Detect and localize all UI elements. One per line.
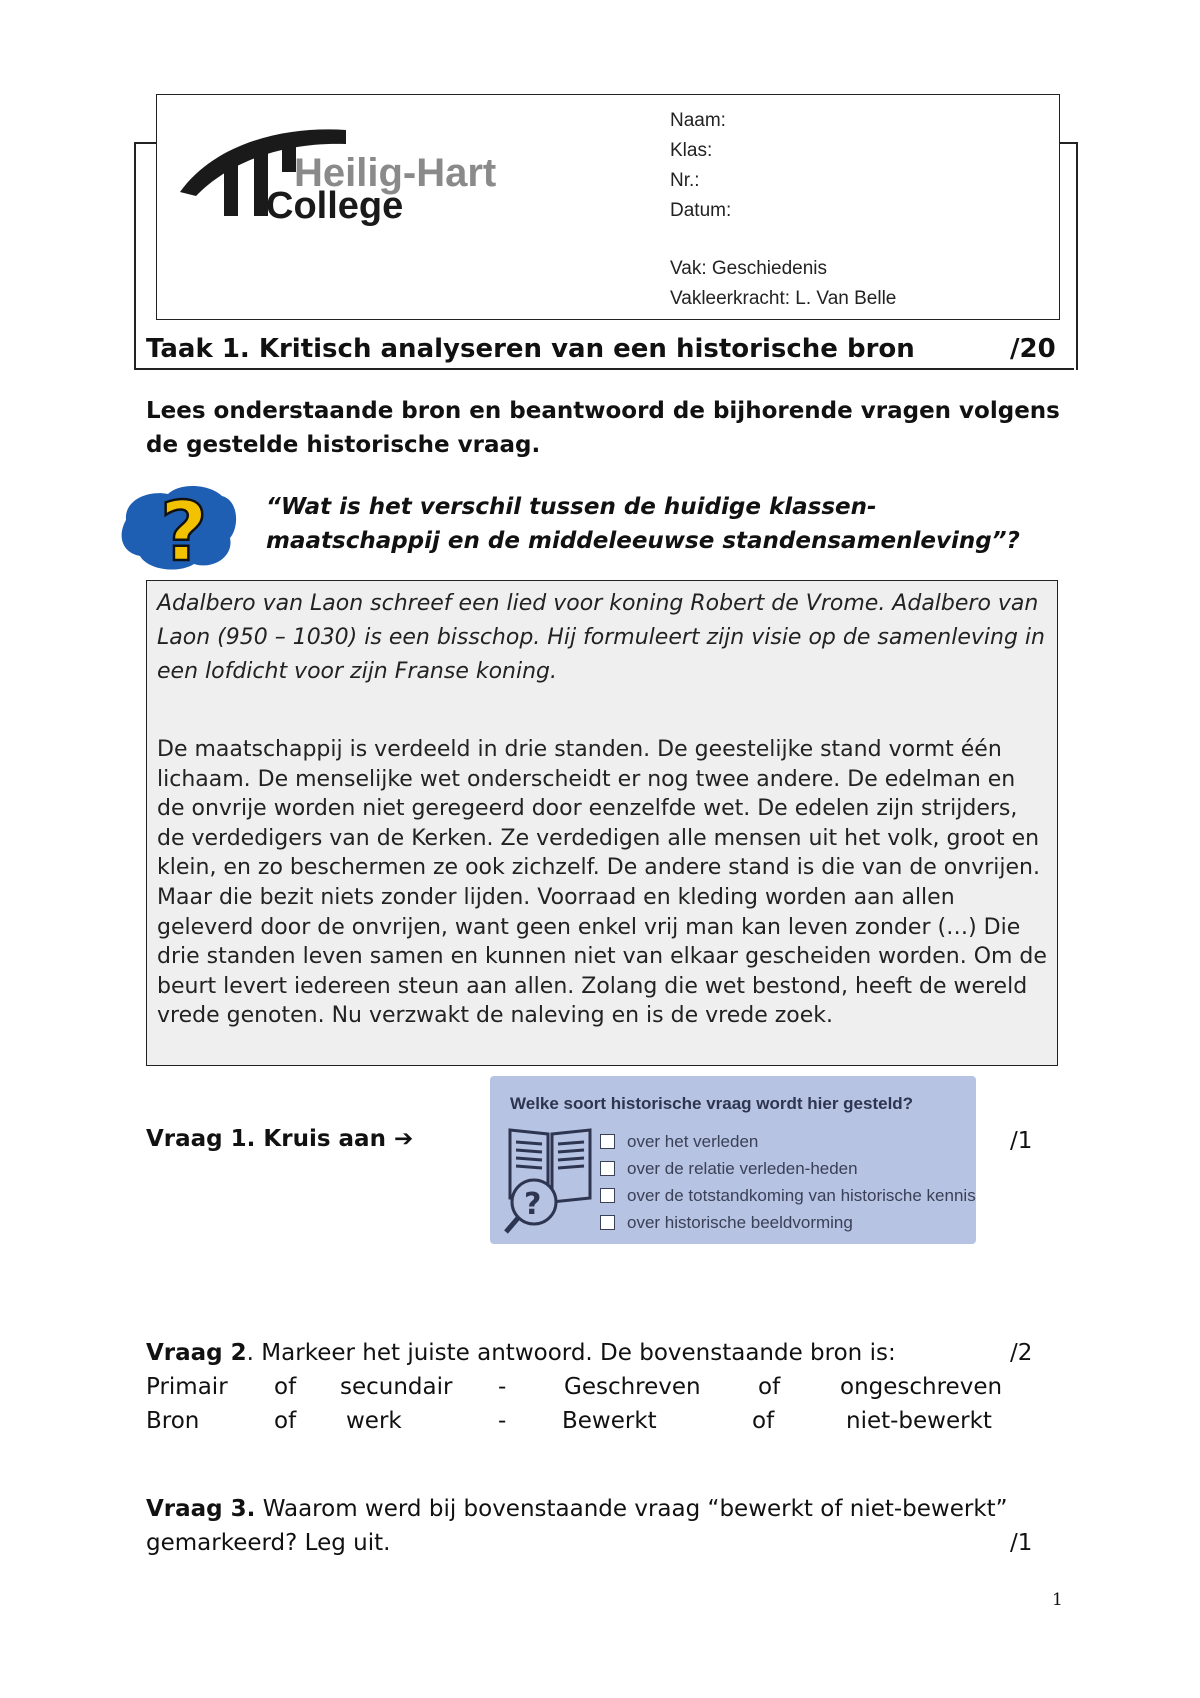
option-bewerkt[interactable]: Bewerkt xyxy=(562,1408,657,1434)
logo-text-line2: College xyxy=(266,185,404,227)
task-title: Taak 1. Kritisch analyseren van een historische bron xyxy=(146,334,915,364)
field-naam: Naam: xyxy=(670,110,726,131)
svg-text:?: ? xyxy=(524,1187,542,1222)
logo-text-line1: Heilig-Hart xyxy=(294,151,497,195)
option-werk[interactable]: werk xyxy=(346,1408,402,1434)
checkbox[interactable] xyxy=(600,1161,615,1176)
option-secundair[interactable]: secundair xyxy=(340,1374,453,1400)
question-type-card xyxy=(490,1076,976,1244)
task-score: /20 xyxy=(1010,334,1056,364)
question-type-options xyxy=(600,1128,976,1236)
historical-question xyxy=(266,490,1086,558)
option-primair[interactable]: Primair xyxy=(146,1374,228,1400)
vraag3 xyxy=(146,1492,1066,1560)
option-verleden[interactable]: over het verleden xyxy=(600,1128,976,1155)
option-ongeschreven[interactable]: ongeschreven xyxy=(840,1374,1003,1400)
separator: - xyxy=(498,1408,507,1434)
page-number: 1 xyxy=(1052,1590,1063,1610)
option-totstandkoming[interactable]: over de totstandkoming van historische kennis xyxy=(600,1182,976,1209)
option-bron[interactable]: Bron xyxy=(146,1408,200,1434)
option-of: of xyxy=(758,1374,781,1400)
vraag2-row1 xyxy=(146,1370,1046,1404)
vraag2-row2 xyxy=(146,1404,1046,1438)
vraag2-label: Vraag 2 xyxy=(146,1340,247,1366)
option-of: of xyxy=(752,1408,775,1434)
question-mark-icon xyxy=(118,480,240,572)
source-text: De maatschappij is verdeeld in drie standen. De geestelijke stand vormt één lichaam. De menselijke wet onderscheidt er nog twee andere. De edelman en de onvrije worden niet geregeerd door eenzelfde wet. De edelen zijn strijders, de verdedigers van de Kerken. Ze verdedigen alle mensen uit het volk, groot en klein, en zo beschermen ze ook zichzelf. De andere stand is die van de onvrijen. Maar die bezit niets zonder lijden. Voorraad en kleding worden aan allen geleverd door de onvrijen, want geen enkel vrij man kan leven zonder (…) Die drie standen leven samen en kunnen niet van elkaar gescheiden worden. Om de beurt levert iedereen steun aan allen. Zolang die wet bestond, heeft de wereld vrede genoten. Nu verzwakt de naleving en is de vrede zoek. xyxy=(157,737,1047,1029)
checkbox[interactable] xyxy=(600,1134,615,1149)
vraag1-score: /1 xyxy=(1010,1128,1033,1154)
school-logo xyxy=(176,122,536,232)
field-nr: Nr.: xyxy=(670,170,700,191)
subject: Vak: Geschiedenis xyxy=(670,258,828,279)
field-datum: Datum: xyxy=(670,200,732,221)
checkbox[interactable] xyxy=(600,1215,615,1230)
option-relatie[interactable]: over de relatie verleden-heden xyxy=(600,1155,976,1182)
option-geschreven[interactable]: Geschreven xyxy=(564,1374,701,1400)
field-klas: Klas: xyxy=(670,140,713,161)
source-box xyxy=(146,580,1058,1066)
option-of: of xyxy=(274,1408,297,1434)
question-type-title: Welke soort historische vraag wordt hier gesteld? xyxy=(510,1094,914,1113)
vraag3-score: /1 xyxy=(1010,1530,1033,1556)
task-intro: Lees onderstaande bron en beantwoord de bijhorende vragen volgens de gestelde historische vraag. xyxy=(146,398,1060,458)
book-question-icon xyxy=(504,1124,596,1236)
option-niet-bewerkt[interactable]: niet-bewerkt xyxy=(846,1408,992,1434)
vraag2-score: /2 xyxy=(1010,1340,1033,1366)
vraag1-label: Vraag 1. Kruis aan ➔ xyxy=(146,1126,414,1152)
vraag3-text: Waarom werd bij bovenstaande vraag “bewerkt of niet-bewerkt” xyxy=(255,1496,1008,1522)
historical-question-line1: “Wat is het verschil tussen de huidige klassen- xyxy=(266,494,877,520)
vraag2-text: . Markeer het juiste antwoord. De bovenstaande bron is: xyxy=(246,1340,896,1366)
checkbox[interactable] xyxy=(600,1188,615,1203)
separator: - xyxy=(498,1374,507,1400)
option-beeldvorming[interactable]: over historische beeldvorming xyxy=(600,1209,976,1236)
option-of: of xyxy=(274,1374,297,1400)
svg-text:?: ? xyxy=(160,485,208,572)
vraag3-label: Vraag 3. xyxy=(146,1496,256,1522)
vraag3-text2: gemarkeerd? Leg uit. xyxy=(146,1530,391,1556)
vraag2 xyxy=(146,1336,1046,1438)
historical-question-line2: maatschappij en de middeleeuwse standensamenleving”? xyxy=(266,528,1020,554)
source-intro: Adalbero van Laon schreef een lied voor koning Robert de Vrome. Adalbero van Laon (950 – 1030) is een bisschop. Hij formuleert zijn visie op de samenleving in een lofdicht voor zijn Franse koning. xyxy=(157,591,1045,684)
teacher: Vakleerkracht: L. Van Belle xyxy=(670,288,897,309)
student-info xyxy=(670,106,896,314)
